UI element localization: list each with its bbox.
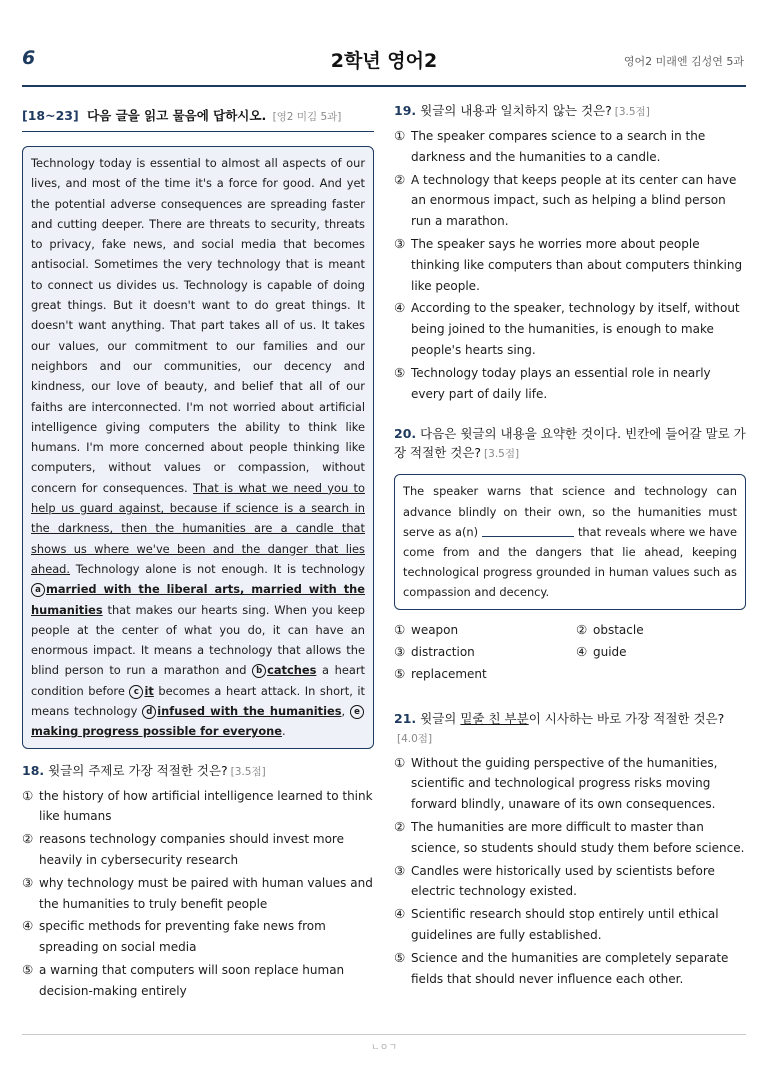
answer-option[interactable] [394,861,746,903]
option-text: Candles were historically used by scientists before electric technology existed. [411,863,715,899]
exam-info: 영어2 미래엔 김성연 5과 [623,55,744,68]
option-number: ③ [22,874,34,890]
option-number: ④ [394,300,406,316]
option-number: ③ [394,862,406,878]
option-number: ① [394,621,406,637]
option-text: distraction [411,644,475,659]
underlined-d: infused with the humanities [157,704,342,719]
option-text: weapon [411,622,459,637]
option-number: ② [394,171,406,187]
answer-option[interactable] [394,948,746,990]
underlined-b: catches [267,663,317,678]
section-directive [22,106,374,132]
question-points: [3.5점] [614,106,650,118]
passage-text-4: a heart condition before [31,663,365,698]
question-text: 윗글의 주제로 가장 적절한 것은? [48,762,228,778]
marker-a: a [31,583,45,597]
question-21-head [394,709,746,749]
option-number: ① [394,128,406,143]
option-number: ⑤ [394,364,406,380]
option-number: ⑤ [394,665,406,681]
answer-option[interactable] [394,817,746,859]
underlined-a: married with the liberal arts, married with the humanities [31,582,365,617]
question-text-pre: 윗글의 [420,710,457,726]
left-column [22,106,374,1004]
footer-rule [22,1034,746,1035]
directive-text: 다음 글을 읽고 물음에 답하시오. [87,108,267,123]
option-text: replacement [411,666,487,681]
option-text: guide [593,644,627,659]
answer-option[interactable] [394,170,746,232]
answer-option[interactable] [394,234,746,296]
comma: , [341,704,346,719]
question-text: 다음은 윗글의 내용을 요약한 것이다. 빈칸에 들어갈 말로 가장 적절한 것은? [394,426,746,461]
option-text: A technology that keeps people at its center can have an enormous impact, such as helping a blind person run a marathon. [411,172,737,229]
option-number: ② [22,831,34,847]
answer-blank [482,524,574,537]
question-19-head [394,101,746,122]
option-number: ④ [22,918,34,934]
page-number: 6 [22,47,36,69]
answer-option[interactable] [394,641,576,663]
passage-text-2: Technology alone is not enough. It is technology [75,561,366,576]
option-number: ② [576,621,588,637]
option-number: ① [394,754,406,770]
answer-option[interactable] [576,641,746,663]
question-text: 윗글의 내용과 일치하지 않는 것은? [420,103,612,118]
marker-d: d [142,705,156,719]
answer-option[interactable] [394,619,576,641]
answer-option[interactable] [22,786,374,828]
option-text: why technology must be paired with human values and the humanities to truly benefit people [39,875,373,911]
summary-text-before: The speaker warns that science and technology can advance blindly on their own, so the humanities must serve as a(n) [403,484,737,539]
answer-option[interactable] [394,753,746,815]
underlined-sentence: That is what we need you to help us guard against, because if science is a search in the darkness, then the humanities are a candle that shows us where we've been and the danger that lies ahead. [31,480,365,576]
question-points: [4.0점] [397,732,433,745]
answer-option[interactable] [394,298,746,360]
marker-b: b [252,664,266,678]
option-grid [394,619,746,685]
exam-title: 2학년 영어2 [330,50,438,72]
answer-option[interactable] [22,873,374,915]
question-points: [3.5점] [484,448,520,461]
marker-c: c [129,685,143,699]
header-rule [22,85,746,87]
option-number: ④ [576,643,588,659]
option-number: ① [22,787,34,803]
answer-option[interactable] [394,126,746,168]
question-text-underlined: 밑줄 친 부분 [460,710,529,726]
option-number: ④ [394,906,406,922]
option-text: Technology today plays an essential role in nearly every part of daily life. [411,365,711,401]
directive-source: [영2 미김 5과] [272,111,342,123]
answer-option[interactable] [576,619,746,641]
answer-option[interactable] [394,663,576,685]
option-text: According to the speaker, technology by itself, without being joined to the humanities, is enough to make people's hearts sing. [411,301,740,357]
question-18-head [22,761,374,782]
answer-option[interactable] [394,904,746,946]
passage-text-3: that makes our hearts sing. When you keep people at the center of what you do, it can have an enormous impact. It means a technology that allows the blind person to run a marathon and [31,602,365,678]
question-text-post: 이 시사하는 바로 가장 적절한 것은? [528,710,725,726]
question-20-head [394,424,746,464]
question-18 [22,761,374,1002]
summary-box [394,474,746,609]
footer-text: ㄴㅇㄱ [370,1043,398,1053]
question-number: 18. [22,762,45,778]
passage-text-5: becomes a heart attack. In short, it means technology [31,683,366,719]
question-number: 19. [394,103,417,118]
option-number: ⑤ [22,961,34,977]
summary-text-after: that reveals where we have come from and the dangers that lie ahead, keeping technological progress grounded in human values such as compassion and decency. [403,524,737,600]
question-number: 20. [394,426,417,442]
option-number: ③ [394,235,406,251]
passage-text-1: Technology today is essential to almost all aspects of our lives, and most of the time it's a force for good. And yet the potential adverse consequences are spreading faster and cutting deeper. There are threats to security, threats to privacy, fake news, and social media that becomes antisocial. Sometimes the very technology that is meant to connect us divides us. Technology is capable of doing great things. But it doesn't want to do great things. It doesn't want anything. That part takes all of us. It takes our values, our commitment to our families and our neighbors and our communities, our decency and kindness, our love of beauty, and belief that all of our faiths are interconnected. I'm not worried about artificial intelligence giving computers the ability to think like humans. I'm more concerned about people thinking like computers, without values or compassion, without concern for consequences. [31,156,365,495]
question-21 [394,709,746,990]
option-text: The humanities are more difficult to master than science, so students should study them before science. [411,819,745,855]
option-text: The speaker says he worries more about people thinking like computers than about computers thinking like people. [411,236,743,293]
underlined-e: making progress possible for everyone [31,724,283,739]
question-number: 21. [394,710,417,726]
question-19 [394,101,746,404]
right-column [394,101,746,991]
question-points: [3.5점] [230,765,266,778]
option-text: reasons technology companies should invest more heavily in cybersecurity research [39,832,344,867]
option-text: the history of how artificial intelligence learned to think like humans [39,788,373,824]
underlined-c: it [144,683,154,698]
question-range: [18~23] [22,108,79,123]
answer-option[interactable] [22,960,374,1002]
option-text: obstacle [593,622,644,637]
answer-option[interactable] [394,363,746,405]
option-number: ⑤ [394,949,406,965]
period: . [282,724,286,739]
answer-option[interactable] [22,829,374,871]
option-text: The speaker compares science to a search in the darkness and the humanities to a candle. [411,129,706,164]
option-text: Science and the humanities are completely separate fields that should never influence each other. [411,950,729,986]
option-text: Scientific research should stop entirely until ethical guidelines are fully established. [411,907,719,942]
marker-e: e [350,705,364,719]
option-number: ② [394,818,406,834]
reading-passage [22,146,374,749]
option-text: specific methods for preventing fake news from spreading on social media [39,919,326,955]
option-text: Without the guiding perspective of the humanities, scientific and technological progress risks moving forward blindly, unaware of its own consequences. [411,755,718,812]
option-number: ③ [394,643,406,659]
answer-option[interactable] [22,916,374,958]
option-text: a warning that computers will soon replace human decision-making entirely [39,962,345,998]
question-20 [394,424,746,684]
